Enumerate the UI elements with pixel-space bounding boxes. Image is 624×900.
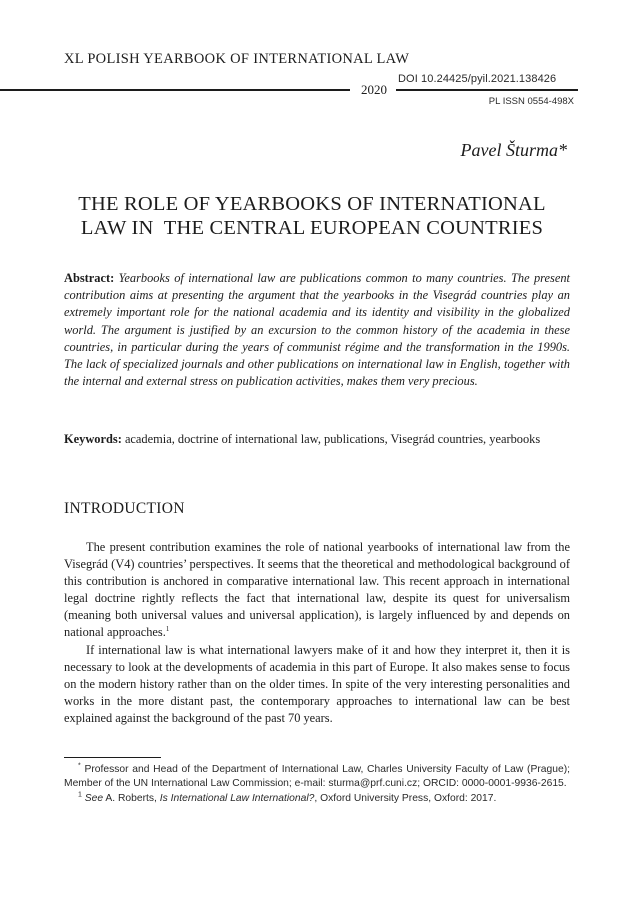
footnote-mark: * [78, 762, 81, 770]
footnote-see: See [84, 792, 104, 804]
footnote-text: Professor and Head of the Department of International Law, Charles University Faculty of Law (Prague); Member of the UN International Law Commission; e-mail: sturma@prf.cuni.cz; ORCID: 0000-0001-9936-2615. [64, 764, 570, 790]
footnote-1 [64, 792, 570, 806]
header-rule-right [396, 89, 578, 91]
issn: PL ISSN 0554-498X [488, 96, 574, 107]
article-title-line: LAW IN THE CENTRAL EUROPEAN COUNTRIES [80, 217, 544, 239]
article-title-line: THE ROLE OF YEARBOOKS OF INTERNATIONAL [78, 193, 546, 215]
keywords-text: academia, doctrine of international law, publications, Visegrád countries, yearbooks [124, 432, 541, 446]
footnotes [64, 763, 570, 806]
paragraph-text: The present contribution examines the role of national yearbooks of international law from the Visegrád (V4) countries’ perspectives. It seems that the theoretical and methodological background of this contribution is anchored in comparative international law. This recent approach in international legal doctrine rightly reflects the fact that international law, despite its quest for universalism (meaning both universal values and universal application), is largely influenced by and depends on national approaches. [64, 540, 570, 640]
abstract [64, 270, 570, 390]
footnote-citation-author: A. Roberts, [105, 792, 157, 804]
footnote-author [64, 763, 570, 792]
volume-year: 2020 [361, 82, 387, 97]
article-title [56, 192, 568, 240]
footnote-citation-title: Is International Law International? [159, 792, 315, 804]
body-paragraph [64, 539, 570, 642]
keywords [64, 431, 570, 448]
footnote-mark: 1 [78, 791, 82, 799]
body-text [64, 539, 570, 727]
keywords-label: Keywords: [64, 432, 122, 446]
author-name: Pavel Šturma* [460, 140, 567, 160]
header-rule-left [0, 89, 350, 91]
section-heading-introduction: INTRODUCTION [64, 500, 185, 517]
abstract-label: Abstract: [64, 271, 115, 285]
abstract-text: Yearbooks of international law are publications common to many countries. The present contribution aims at presenting the argument that the yearbooks in the Visegrád countries play an extremely important role for the national academia and its identity and visibility in the globalized world. The argument is justified by an excursion to the common history of the academia in these countries, in particular during the years of communist régime and the transformation in the 1990s. The lack of specialized journals and other publications on international law in English, together with the internal and external stress on publication activities, makes them very precious. [64, 271, 570, 389]
journal-title: XL POLISH YEARBOOK OF INTERNATIONAL LAW [64, 51, 410, 67]
footnote-reference[interactable]: 1 [165, 625, 170, 634]
footnote-citation-rest: , Oxford University Press, Oxford: 2017. [314, 792, 497, 804]
footnote-separator [64, 757, 161, 758]
doi[interactable]: DOI 10.24425/pyil.2021.138426 [398, 73, 557, 85]
body-paragraph: If international law is what international lawyers make of it and how they interpret it, then it is necessary to look at the developments of academia in this part of Europe. It also makes sense to focus on the modern history rather than on the older times. In spite of the very interesting personalities and works in the more distant past, the contemporary approaches to international law can be best explained against the background of the past 70 years. [64, 642, 570, 725]
